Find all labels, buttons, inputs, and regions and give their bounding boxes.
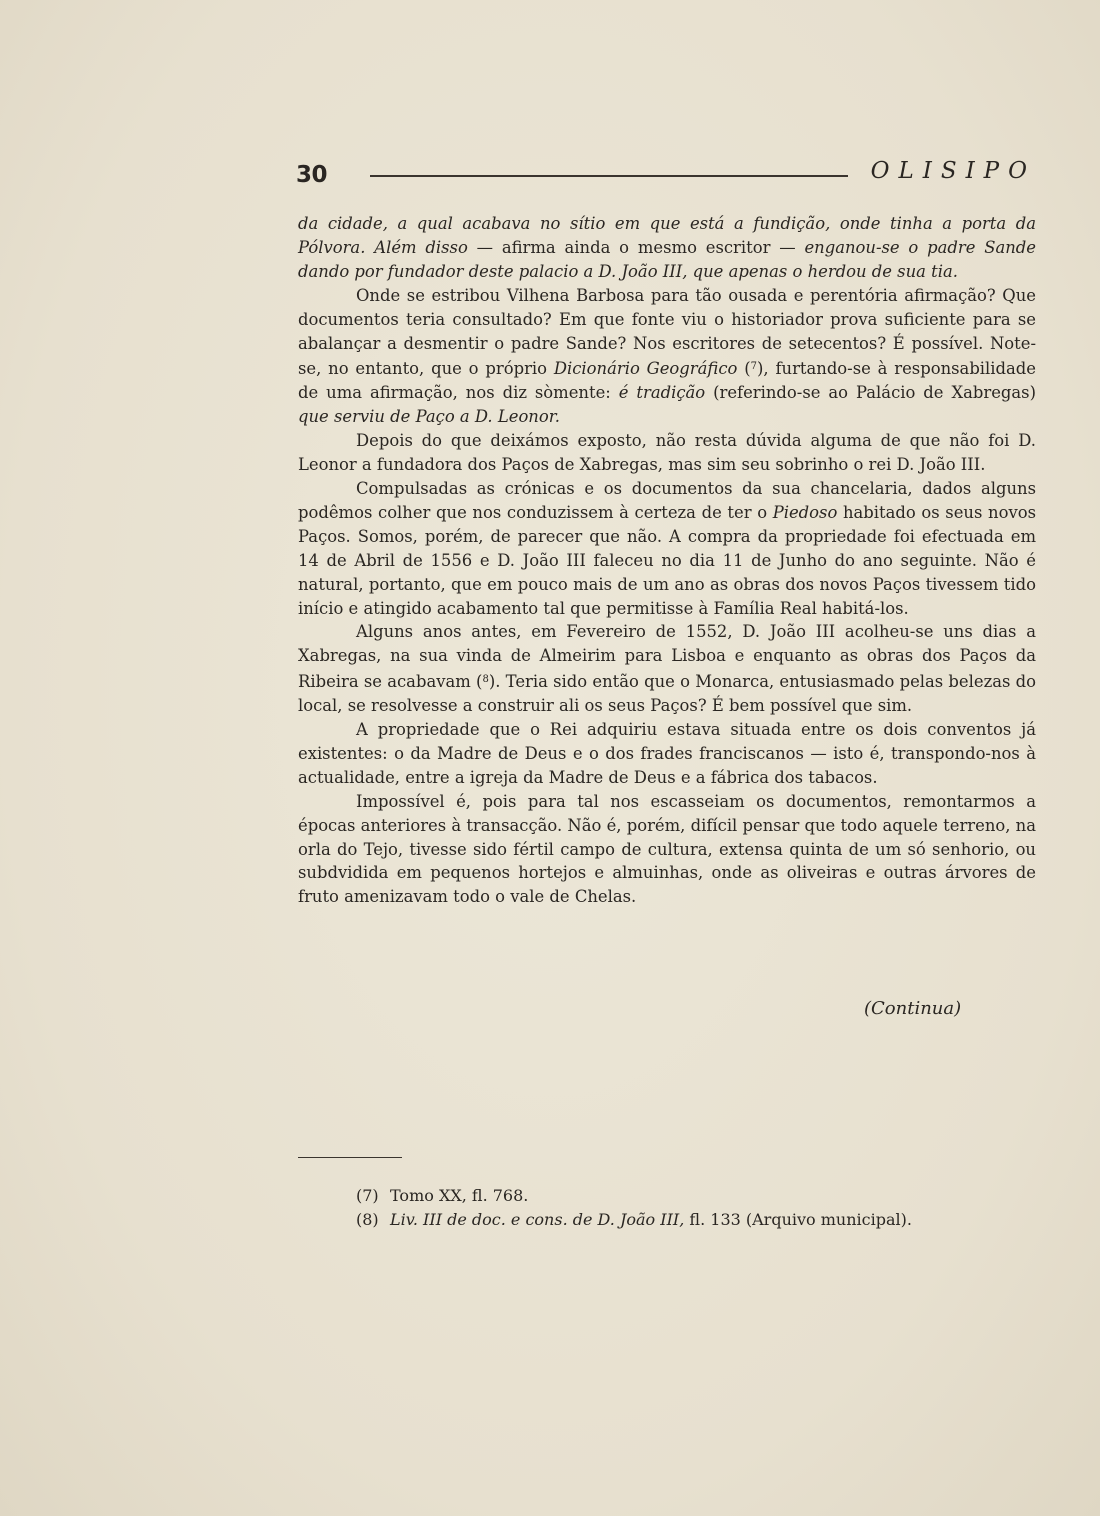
paragraph-3: Depois do que deixámos exposto, não resta dúvida alguma de que não foi D. Leonor a fundadora dos Paços de Xabregas, mas sim seu sobrinho o rei D. João III. bbox=[298, 431, 1036, 475]
paragraph-2-text-c: ( bbox=[737, 359, 751, 379]
footnote-ref-7: 7 bbox=[750, 361, 757, 373]
paragraph-5-text-a: Alguns anos antes, em Fevereiro de 1552, D. João III acolheu-se uns dias a Xabregas, na sua vinda de Almeirim para Lisboa e enquanto as obras dos Paços da Ribeira se acabavam ( bbox=[298, 622, 1036, 692]
paragraph-4 bbox=[298, 477, 1036, 620]
paragraph-2-italic-e: é tradição bbox=[618, 383, 706, 403]
footnote-mark: (7) bbox=[356, 1186, 379, 1205]
running-title: OLISIPO bbox=[870, 158, 1036, 184]
footnote-mark: (8) bbox=[356, 1210, 379, 1229]
paragraph-1-italic-a: da cidade, a qual acabava no sítio em que está a fundição, onde tinha a porta da Pólvora. Além disso bbox=[298, 214, 1036, 257]
paragraph-2-italic-title: Dicionário Geográfico bbox=[553, 359, 738, 379]
footnote-rule bbox=[298, 1157, 402, 1158]
paragraph-2-text-a: Onde se estribou Vilhena Barbosa para tão ousada e perentória afirmação? Que documentos teria consultado? Em que fonte viu o historiador prova suficiente para se abalançar a desmentir o padre Sande? Nos escritores de setecentos? É possível. Note-se, no entanto, que o próprio bbox=[298, 285, 1036, 379]
paragraph-5-text-b: ). Teria sido então que o Monarca, entusiasmado pelas belezas do local, se resolvesse a construir ali os seus Paços? É bem possível que sim. bbox=[298, 672, 1036, 716]
footnote-ref-8: 8 bbox=[482, 674, 489, 686]
footnote-text: Tomo XX, fl. 768. bbox=[390, 1186, 529, 1205]
paragraph-1-italic-b: enganou-se o padre Sande dando por fundador deste palacio a D. João III, que apenas o herdou de sua tia. bbox=[298, 237, 1036, 281]
paragraph-1-plain: — afirma ainda o mesmo escritor — bbox=[467, 237, 805, 257]
paragraph-7: Impossível é, pois para tal nos escasseiam os documentos, remontarmos a épocas anteriores à transacção. Não é, porém, difícil pensar que todo aquele terreno, na orla do Tejo, tivesse sido fértil campo de cultura, extensa quinta de um só senhorio, ou subdvidida em pequenos hortejos e almuinhas, onde as oliveiras e outras árvores de fruto amenizavam todo o vale de Chelas. bbox=[298, 791, 1036, 907]
paragraph-4-text-c: habitado os seus novos Paços. Somos, porém, de parecer que não. A compra da propriedade foi efectuada em 14 de Abril de 1556 e D. João III faleceu no dia 11 de Junho do ano seguinte. Não é natural, portanto, que em pouco mais de um ano as obras dos novos Paços tivessem tido início e atingido acabamento tal que permitisse à Família Real habitá-los. bbox=[298, 502, 1036, 618]
paragraph-5 bbox=[298, 620, 1036, 718]
page-number: 30 bbox=[296, 162, 328, 188]
continua-label: (Continua) bbox=[864, 998, 962, 1019]
page-header bbox=[296, 158, 1038, 192]
footnote-7 bbox=[356, 1184, 1046, 1208]
footnotes bbox=[356, 1184, 1046, 1232]
paragraph-2-italic-g: que serviu de Paço a D. Leonor. bbox=[298, 407, 560, 427]
paragraph-4-text-a: Compulsadas as crónicas e os documentos da sua chancelaria, dados alguns podêmos colher que nos conduzissem à certeza de ter o bbox=[298, 478, 1036, 522]
footnote-8 bbox=[356, 1208, 1046, 1232]
header-rule bbox=[370, 175, 848, 177]
body-text bbox=[298, 212, 1036, 909]
paragraph-2 bbox=[298, 284, 1036, 429]
paragraph-2-text-f: (referindo-se ao Palácio de Xabregas) bbox=[705, 383, 1036, 403]
paragraph-2-text-d: ), furtando-se à responsabilidade de uma afirmação, nos diz sòmente: bbox=[298, 359, 1036, 403]
footnote-italic: Liv. III de doc. e cons. de D. João III, bbox=[390, 1210, 685, 1229]
footnote-text-b: fl. 133 (Arquivo municipal). bbox=[684, 1210, 912, 1229]
paragraph-4-italic-b: Piedoso bbox=[772, 502, 838, 522]
paragraph-1 bbox=[298, 212, 1036, 284]
paragraph-6: A propriedade que o Rei adquiriu estava situada entre os dois conventos já existentes: o da Madre de Deus e o dos frades franciscanos — isto é, transpondo-nos à actualidade, entre a igreja da Madre de Deus e a fábrica dos tabacos. bbox=[298, 720, 1036, 787]
